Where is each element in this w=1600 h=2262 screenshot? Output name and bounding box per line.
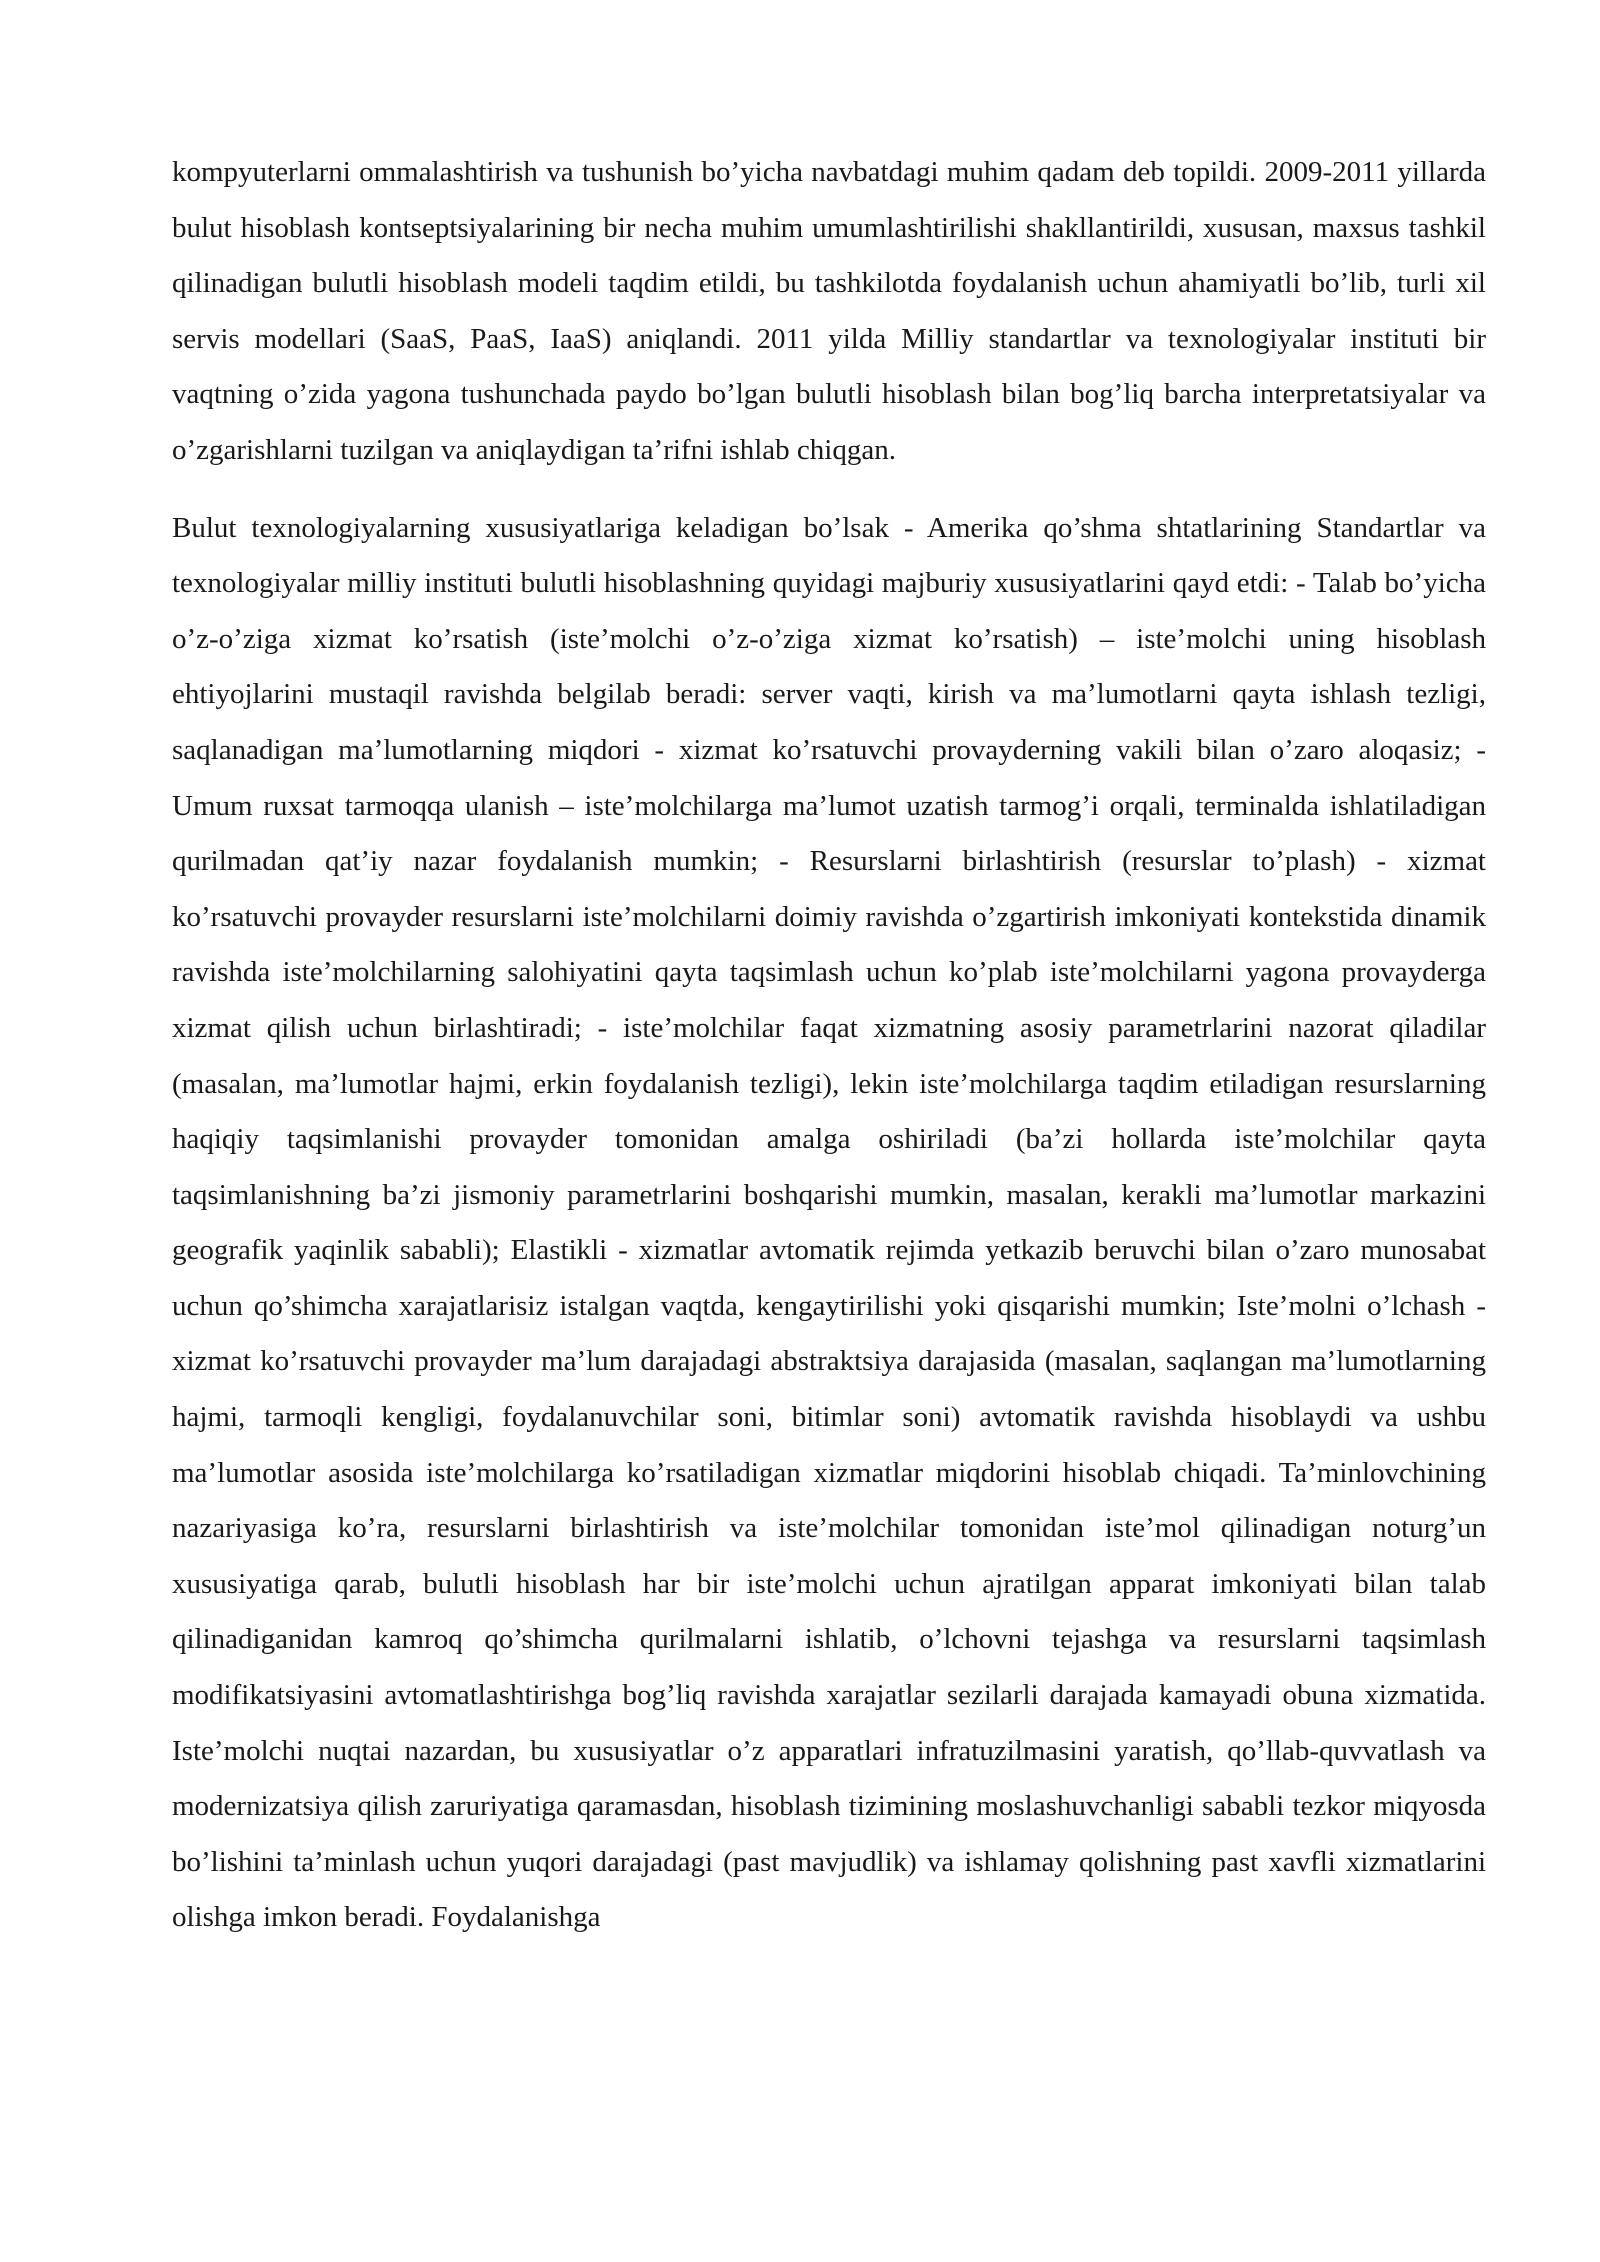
body-paragraph-2: Bulut texnologiyalarning xususiyatlariga keladigan bo’lsak - Amerika qo’shma shtatlarining Standartlar va texnologiyalar milliy instituti bulutli hisoblashning quyidagi majburiy xususiyatlarini qayd etdi: - Talab bo’yicha o’z-o’ziga xizmat ko’rsatish (iste’molchi o’z-o’ziga xizmat ko’rsatish) – iste’molchi uning hisoblash ehtiyojlarini mustaqil ravishda belgilab beradi: server vaqti, kirish va ma’lumotlarni qayta ishlash tezligi, saqlanadigan ma’lumotlarning miqdori - xizmat ko’rsatuvchi provayderning vakili bilan o’zaro aloqasiz; - Umum ruxsat tarmoqqa ulanish – iste’molchilarga ma’lumot uzatish tarmog’i orqali, terminalda ishlatiladigan qurilmadan qat’iy nazar foydalanish mumkin; - Resurslarni birlashtirish (resurslar to’plash) - xizmat ko’rsatuvchi provayder resurslarni iste’molchilarni doimiy ravishda o’zgartirish imkoniyati kontekstida dinamik ravishda iste’molchilarning salohiyatini qayta taqsimlash uchun ko’plab iste’molchilarni yagona provayderga xizmat qilish uchun birlashtiradi; - iste’molchilar faqat xizmatning asosiy parametrlarini nazorat qiladilar (masalan, ma’lumotlar hajmi, erkin foydalanish tezligi), lekin iste’molchilarga taqdim etiladigan resurslarning haqiqiy taqsimlanishi provayder tomonidan amalga oshiriladi (ba’zi hollarda iste’molchilar qayta taqsimlanishning ba’zi jismoniy parametrlarini boshqarishi mumkin, masalan, kerakli ma’lumotlar markazini geografik yaqinlik sababli); Elastikli - xizmatlar avtomatik rejimda yetkazib beruvchi bilan o’zaro munosabat uchun qo’shimcha xarajatlarisiz istalgan vaqtda, kengaytirilishi yoki qisqarishi mumkin; Iste’molni o’lchash - xizmat ko’rsatuvchi provayder ma’lum darajadagi abstraktsiya darajasida (masalan, saqlangan ma’lumotlarning hajmi, tarmoqli kengligi, foydalanuvchilar soni, bitimlar soni) avtomatik ravishda hisoblaydi va ushbu ma’lumotlar asosida iste’molchilarga ko’rsatiladigan xizmatlar miqdorini hisoblab chiqadi. Ta’minlovchining nazariyasiga ko’ra, resurslarni birlashtirish va iste’molchilar tomonidan iste’mol qilinadigan noturg’un xususiyatiga qarab, bulutli hisoblash har bir iste’molchi uchun ajratilgan apparat imkoniyati bilan talab qilinadiganidan kamroq qo’shimcha qurilmalarni ishlatib, o’lchovni tejashga va resurslarni taqsimlash modifikatsiyasini avtomatlashtirishga bog’liq ravishda xarajatlar sezilarli darajada kamayadi obuna xizmatida. Iste’molchi nuqtai nazardan, bu xususiyatlar o’z apparatlari infratuzilmasini yaratish, qo’llab-quvvatlash va modernizatsiya qilish zaruriyatiga qaramasdan, hisoblash tizimining moslashuvchanligi sababli tezkor miqyosda bo’lishini ta’minlash uchun yuqori darajadagi (past mavjudlik) va ishlamay qolishning past xavfli xizmatlarini olishga imkon beradi. Foydalanishga (172, 511, 1486, 1934)
document-page (172, 145, 1486, 1946)
body-paragraph-1: kompyuterlarni ommalashtirish va tushunish bo’yicha navbatdagi muhim qadam deb topildi. 2009-2011 yillarda bulut hisoblash kontseptsiyalarining bir necha muhim umumlashtirilishi shakllantirildi, xususan, maxsus tashkil qilinadigan bulutli hisoblash modeli taqdim etildi, bu tashkilotda foydalanish uchun ahamiyatli bo’lib, turli xil servis modellari (SaaS, PaaS, IaaS) aniqlandi. 2011 yilda Milliy standartlar va texnologiyalar instituti bir vaqtning o’zida yagona tushunchada paydo bo’lgan bulutli hisoblash bilan bog’liq barcha interpretatsiyalar va o’zgarishlarni tuzilgan va aniqlaydigan ta’rifni ishlab chiqgan. (172, 156, 1486, 466)
